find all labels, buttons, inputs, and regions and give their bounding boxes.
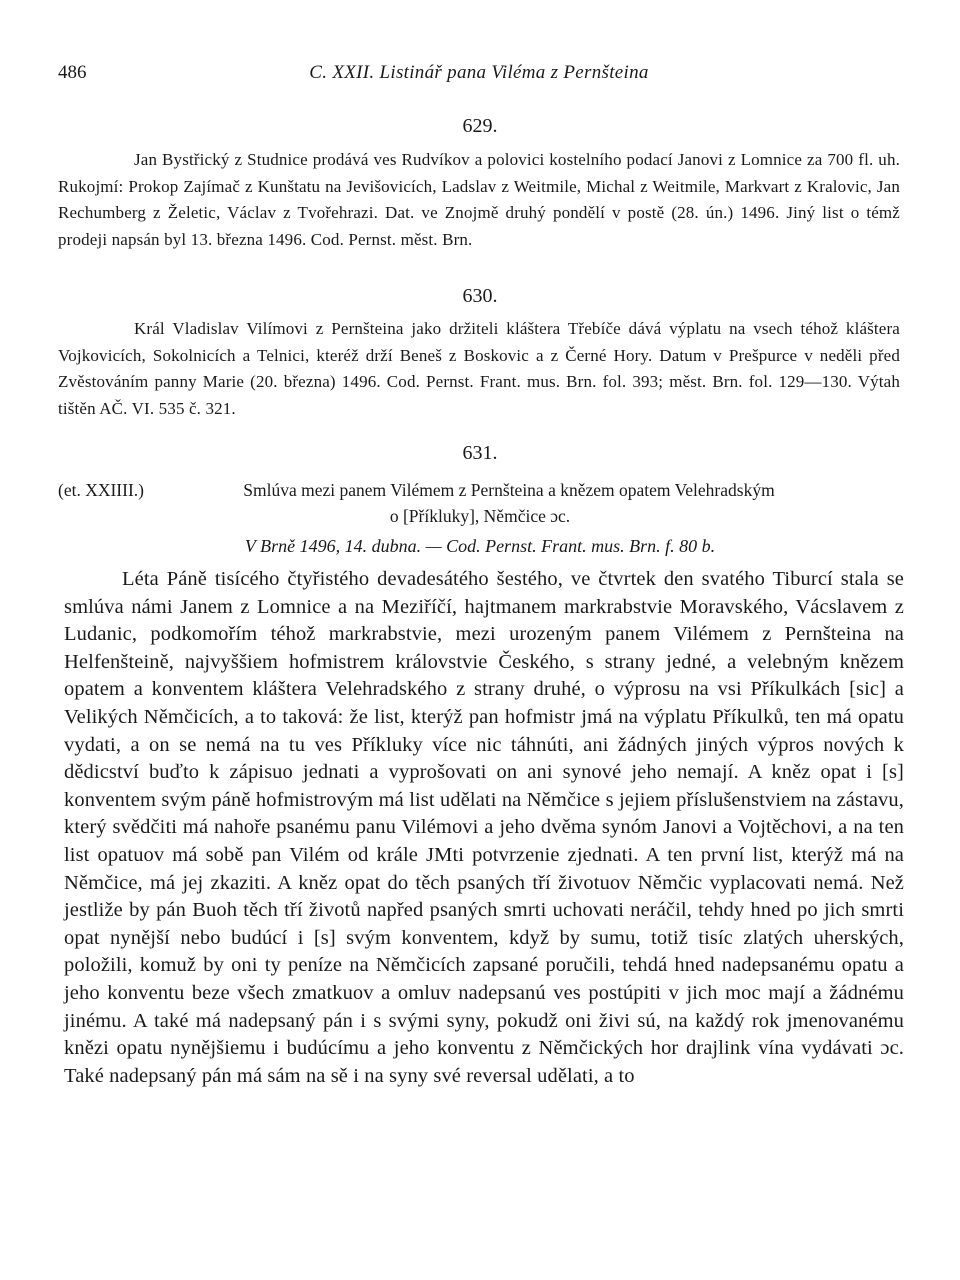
page-number: 486 (58, 62, 87, 83)
regest-630: Král Vladislav Vilímovi z Pernšteina jako držiteli kláštera Třebíče dává výplatu na vsech téhož kláštera Vojkovicích, Sokolnicích a Telnici, kteréž drží Beneš z Boskovic a z Černé Hory. Datum v Prešpurce v neděli před Zvěstováním panny Marie (20. března) 1496. Cod. Pernst. Frant. mus. Brn. fol. 393; měst. Brn. fol. 129—130. Výtah tištěn AČ. VI. 535 č. 321. (58, 319, 900, 418)
running-title: C. XXII. Listinář pana Viléma z Pernšteina (309, 62, 649, 83)
document-subtitle: o [Příkluky], Němčice ɔc. (389, 506, 571, 526)
regest-629: Jan Bystřický z Studnice prodává ves Rudvíkov a polovici kostelního podací Janovi z Lomnice za 700 fl. uh. Rukojmí: Prokop Zajímač z Kunštatu na Jevišovicích, Ladslav z Weitmile, Michal z Weitmile, Markvart z Kralovic, Jan Rechumberg z Želetic, Václav z Tvořehrazi. Dat. ve Znojmě druhý pondělí v postě (28. ún.) 1496. Jiný list o témž prodeji napsán byl 13. března 1496. Cod. Pernst. měst. Brn. (58, 150, 900, 249)
entry-number-631: 631. (462, 442, 498, 464)
document-title (58, 478, 900, 502)
entry-number-629: 629. (462, 115, 498, 137)
document-title-text: Smlúva mezi panem Vilémem z Pernšteina a knězem opatem Velehradským (243, 480, 775, 500)
entry-number-630: 630. (462, 285, 498, 307)
page-header (58, 62, 900, 90)
dateline: V Brně 1496, 14. dubna. — Cod. Pernst. Frant. mus. Brn. f. 80 b. (244, 536, 716, 556)
chapter-label: (et. XXIIII.) (58, 480, 144, 500)
document-body-text: Léta Páně tisícého čtyřistého devadesátého šestého, ve čtvrtek den svatého Tiburcí stala se smlúva námi Janem z Lomnice a na Meziříčí, hajtmanem markrabstvie Moravského, Vácslavem z Ludanic, podkomořím téhož markrabstvie, mezi urozeným panem Vilémem z Pernšteina na Helfenšteině, najvyššiem hofmistrem královstvie Českého, s strany jedné, a velebným knězem opatem a konventem kláštera Velehradského z strany druhé, o výprosu na vsi Příkulkách [sic] a Velikých Němčicích, a to taková: že list, kterýž pan hofmistr jmá na výplatu Příkulků, ten má opatu vydati, a on se nemá na tu ves Příkluky více nic táhnúti, ani žádných jiných výpros nových k dědicství buďto k zápisuo jednati a vyprošovati on ani synové jeho nemají. A kněz opat i [s] konventem svým páně hofmistrovým má list udělati na Němčice s jejiem příslušenstviem na zástavu, který svědčiti má nahoře psanému panu Vilémovi a jeho dvěma synóm Janovi a Vojtěchovi, a na ten list opatuov má sobě pan Vilém od krále JMti potvrzenie zjednati. A ten první list, kterýž má na Němčice, má jej zkaziti. A kněz opat do těch psaných tří životuov Němčic vyplacovati nemá. Než jestliže by pán Buoh těch tří životů napřed psaných smrti uchovati neráčil, tehdy hned po jich smrti opat nynější nebo budúcí i [s] svým konventem, když by sumu, totiž tisíc zlatých uherských, položili, komuž by oni ty peníze na Němčicích zapsané poručili, tehdá hned nadepsanému opatu a jeho konventu beze všech zmatkuov a omluv nadepsanú ves postúpiti v jich moc mají a žádnému jinému. A také má nadepsaný pán i s svými syny, pokudž oni živi sú, na každý rok jmenovanému knězi opatu nynějšiemu i budúcímu a jeho konventu z Němčických hor drajlink vína vydávati ɔc. Také nadepsaný pán má sám na sě i na syny své reversal udělati, a to (64, 568, 904, 1087)
